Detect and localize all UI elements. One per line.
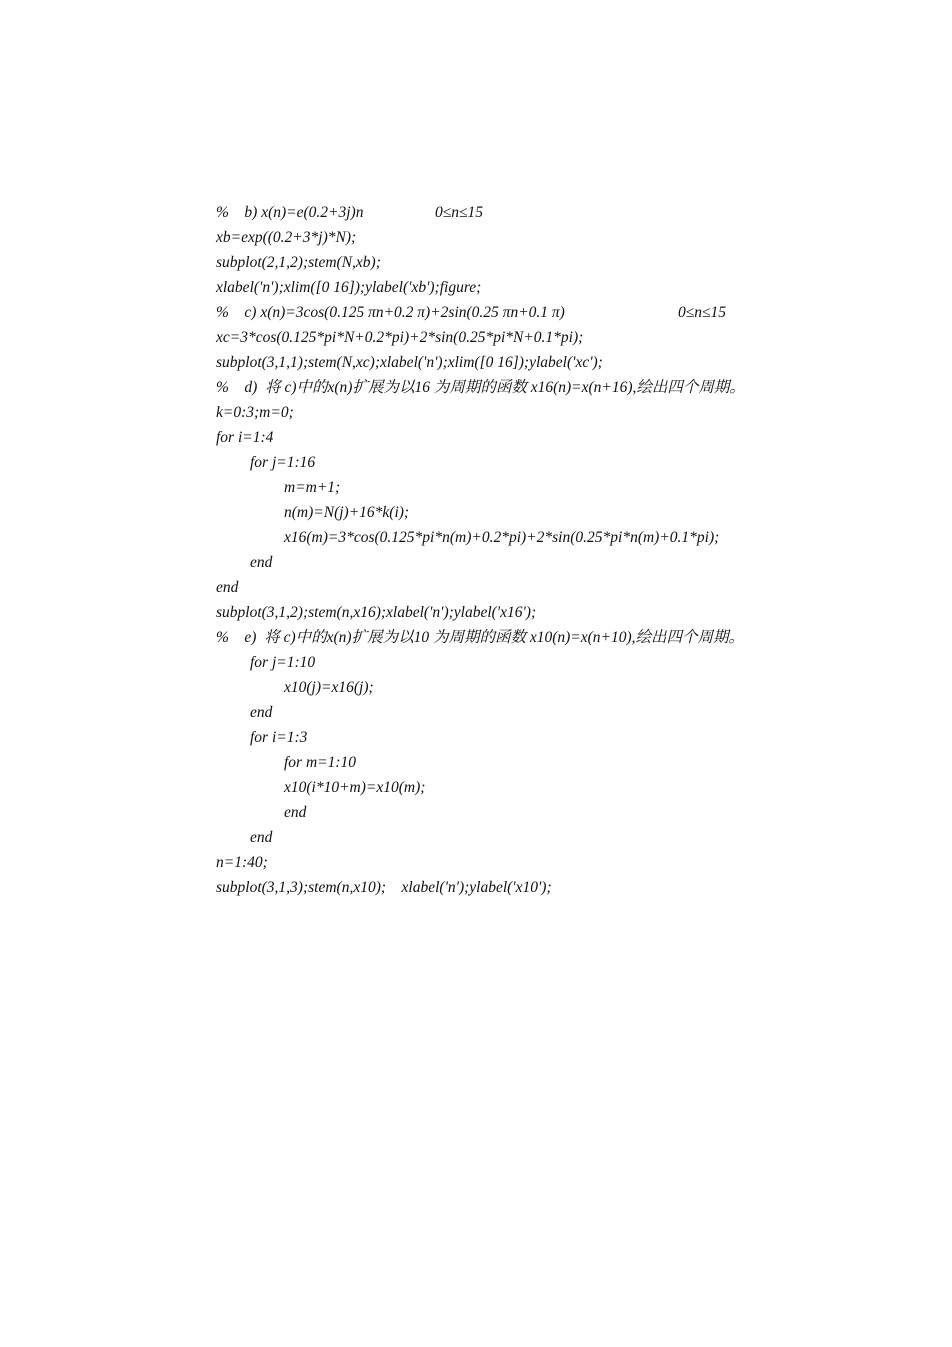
code-line-n-range: n=1:40; <box>216 854 268 871</box>
code-line-for-i-3: for i=1:3 <box>250 729 308 746</box>
code-line-n-assign: n(m)=N(j)+16*k(i); <box>284 504 410 521</box>
code-line-xlabel-xb: xlabel('n');xlim([0 16]);ylabel('xb');figure; <box>216 279 482 296</box>
code-line-subplot-xb: subplot(2,1,2);stem(N,xb); <box>216 254 381 271</box>
code-line-end-outer: end <box>216 579 239 596</box>
code-line-xc: xc=3*cos(0.125*pi*N+0.2*pi)+2*sin(0.25*pi*N+0.1*pi); <box>216 329 584 346</box>
code-line-comment-e: % e) 将 c)中的x(n)扩展为以10 为周期的函数 x10(n)=x(n+10),绘出四个周期。 <box>216 629 745 646</box>
code-line-m-increment: m=m+1; <box>284 479 341 496</box>
code-line-for-j-10: for j=1:10 <box>250 654 316 671</box>
code-line-end-inner: end <box>250 554 273 571</box>
code-line-comment-b: % b) x(n)=e(0.2+3j)n <box>216 204 364 221</box>
code-line-subplot-x16: subplot(3,1,2);stem(n,x16);xlabel('n');ylabel('x16'); <box>216 604 537 621</box>
code-line-end-j: end <box>250 704 273 721</box>
code-line-for-m-10: for m=1:10 <box>284 754 357 771</box>
code-line-comment-d: % d) 将 c)中的x(n)扩展为以16 为周期的函数 x16(n)=x(n+16),绘出四个周期。 <box>216 379 745 396</box>
code-line-x10-extend: x10(i*10+m)=x10(m); <box>284 779 426 796</box>
code-line-init-k-m: k=0:3;m=0; <box>216 404 294 421</box>
code-line-x10-copy: x10(j)=x16(j); <box>284 679 374 696</box>
code-line-comment-c: % c) x(n)=3cos(0.125 πn+0.2 π)+2sin(0.25 πn+0.1 π) <box>216 304 565 321</box>
range-c: 0≤n≤15 <box>678 304 727 321</box>
range-b: 0≤n≤15 <box>435 204 484 221</box>
code-line-subplot-xc: subplot(3,1,1);stem(N,xc);xlabel('n');xlim([0 16]);ylabel('xc'); <box>216 354 603 371</box>
code-line-end-i: end <box>250 829 273 846</box>
code-line-subplot-x10: subplot(3,1,3);stem(n,x10); xlabel('n');ylabel('x10'); <box>216 879 552 896</box>
code-line-for-i: for i=1:4 <box>216 429 274 446</box>
code-line-x16-assign: x16(m)=3*cos(0.125*pi*n(m)+0.2*pi)+2*sin(0.25*pi*n(m)+0.1*pi); <box>284 529 720 546</box>
code-line-xb: xb=exp((0.2+3*j)*N); <box>216 229 357 246</box>
code-line-end-m: end <box>284 804 307 821</box>
code-line-for-j: for j=1:16 <box>250 454 316 471</box>
